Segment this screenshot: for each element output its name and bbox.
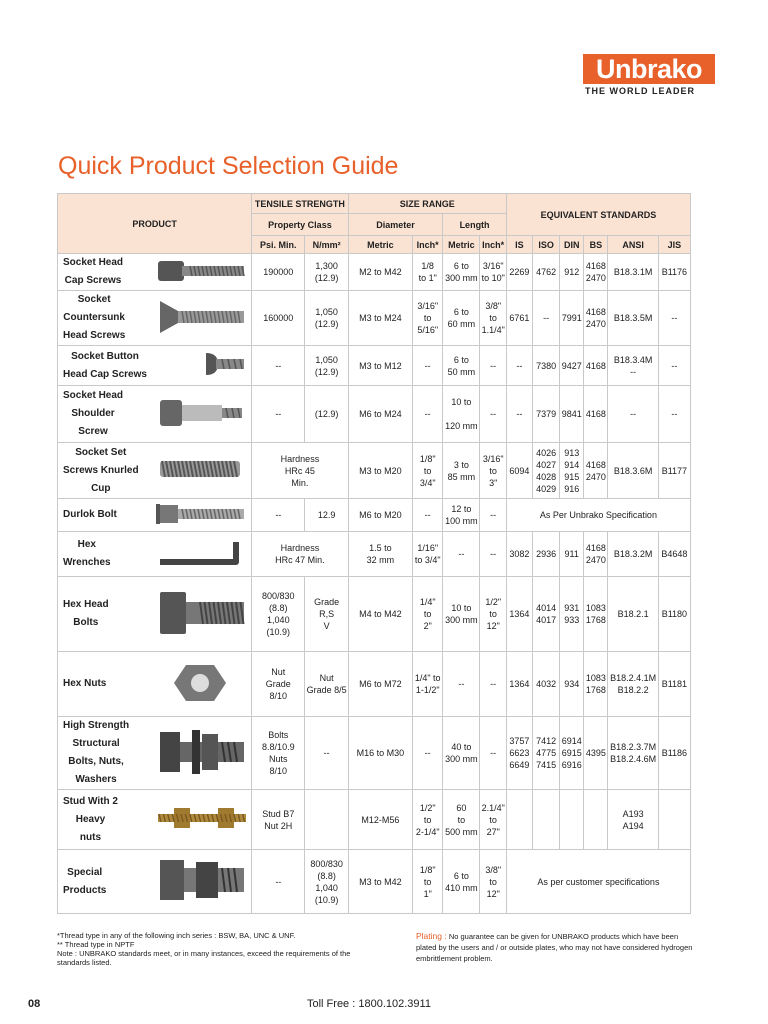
cell-bs: [584, 790, 608, 850]
table-row: [58, 346, 691, 386]
cell-nmm: 1,050 (12.9): [305, 346, 348, 386]
plating-label: Plating :: [416, 931, 447, 941]
cell-inch: --: [413, 499, 443, 532]
hex-nut-icon: [156, 661, 248, 708]
cell-iso: 7379: [533, 386, 560, 443]
toll-free: Toll Free : 1800.102.3911: [307, 998, 431, 1010]
cell-len-metric: 6 to 50 mm: [443, 346, 480, 386]
cell-len-inch: --: [480, 652, 506, 717]
cell-len-metric: 6 to 410 mm: [443, 850, 480, 914]
cell-inch: 1/4" to 1-1/2": [413, 652, 443, 717]
cell-ansi: B18.2.4.1M B18.2.2: [608, 652, 658, 717]
page-number: 08: [28, 998, 41, 1010]
product-name: Hex Nuts: [63, 678, 107, 689]
header-psi: Psi. Min.: [252, 236, 305, 254]
cell-metric: M3 to M12: [348, 346, 412, 386]
cell-ansi: B18.3.2M: [608, 532, 658, 577]
header-product: PRODUCT: [58, 194, 252, 254]
table-row: [58, 652, 691, 717]
table-row: [58, 386, 691, 443]
cell-len-inch: --: [480, 346, 506, 386]
cell-is: 6761: [506, 291, 532, 346]
cell-din: 6914 6915 6916: [560, 717, 584, 790]
header-bs: BS: [584, 236, 608, 254]
cell-jis: B1176: [658, 254, 690, 291]
product-name: High Strength Structural Bolts, Nuts, Washers: [63, 720, 130, 785]
brand-name: Unbrako: [583, 54, 715, 84]
product-cell: [58, 443, 252, 499]
cell-len-inch: --: [480, 499, 506, 532]
cell-nmm: (12.9): [305, 386, 348, 443]
cell-nmm: Grade R,S V: [305, 577, 348, 652]
header-din: DIN: [560, 236, 584, 254]
cell-bs: 1083 1768: [584, 577, 608, 652]
table-row: [58, 717, 691, 790]
cell-inch: --: [413, 717, 443, 790]
cell-din: 913 914 915 916: [560, 443, 584, 499]
cell-psi: 190000: [252, 254, 305, 291]
product-cell: [58, 652, 252, 717]
cell-inch: 1/8 to 1": [413, 254, 443, 291]
cell-metric: M12-M56: [348, 790, 412, 850]
cell-ansi: A193 A194: [608, 790, 658, 850]
cell-jis: [658, 790, 690, 850]
cell-is: 1364: [506, 652, 532, 717]
page-title: Quick Product Selection Guide: [58, 152, 399, 180]
table-row: [58, 254, 691, 291]
cell-metric: M6 to M24: [348, 386, 412, 443]
header-metric: Metric: [348, 236, 412, 254]
product-cell: [58, 850, 252, 914]
cell-psi: Bolts 8.8/10.9 Nuts 8/10: [252, 717, 305, 790]
cell-iso: --: [533, 291, 560, 346]
cell-nmm: 1,300 (12.9): [305, 254, 348, 291]
cell-nmm: 800/830 (8.8) 1,040 (10.9): [305, 850, 348, 914]
cell-metric: M16 to M30: [348, 717, 412, 790]
cell-ansi: B18.3.4M --: [608, 346, 658, 386]
product-cell: [58, 499, 252, 532]
header-len-inch: Inch*: [480, 236, 506, 254]
footnotes: *Thread type in any of the following inch series : BSW, BA, UNC & UNF. ** Thread type in NPTF Note : UNBRAKO standards meet, or in many instances, exceed the requirements of the standards listed.: [57, 931, 351, 967]
header-len-metric: Metric: [443, 236, 480, 254]
cell-ansi: B18.3.6M: [608, 443, 658, 499]
cell-din: [560, 790, 584, 850]
cell-bs: 4168 2470: [584, 443, 608, 499]
cell-nmm: Nut Grade 8/5: [305, 652, 348, 717]
plating-text: No guarantee can be given for UNBRAKO products which have been plated by the users and / or outside plates, who may not have considered hydrogen embrittlement problem.: [416, 932, 693, 963]
product-name: Stud With 2 Heavy nuts: [63, 795, 118, 843]
cell-psi: --: [252, 850, 305, 914]
cell-inch: --: [413, 346, 443, 386]
cell-len-inch: --: [480, 717, 506, 790]
cell-len-metric: 10 to 300 mm: [443, 577, 480, 652]
cell-psi: 160000: [252, 291, 305, 346]
cell-inch: 1/8" to 3/4": [413, 443, 443, 499]
cell-ansi: B18.2.3.7M B18.2.4.6M: [608, 717, 658, 790]
cell-inch: 1/2" to 2-1/4": [413, 790, 443, 850]
table-row: [58, 577, 691, 652]
product-name: Socket Countersunk Head Screws: [63, 294, 126, 341]
cell-psi: 800/830 (8.8) 1,040 (10.9): [252, 577, 305, 652]
cell-inch: 1/8" to 1": [413, 850, 443, 914]
special-products-icon: [156, 850, 248, 913]
countersunk-screw-icon: [156, 297, 248, 340]
cell-len-metric: 6 to 60 mm: [443, 291, 480, 346]
cell-is: --: [506, 386, 532, 443]
cell-psi: --: [252, 386, 305, 443]
cell-len-metric: 60 to 500 mm: [443, 790, 480, 850]
cell-bs: 1083 1768: [584, 652, 608, 717]
cell-din: 912: [560, 254, 584, 291]
cell-len-inch: --: [480, 386, 506, 443]
cell-len-inch: 3/8" to 1.1/4": [480, 291, 506, 346]
cell-jis: B1177: [658, 443, 690, 499]
cell-standards: As Per Unbrako Specification: [506, 499, 690, 532]
cell-iso: [533, 790, 560, 850]
product-name: Special Products: [63, 866, 107, 896]
product-cell: [58, 291, 252, 346]
cell-is: 2269: [506, 254, 532, 291]
cell-psi: --: [252, 499, 305, 532]
header-property-class: Property Class: [252, 214, 349, 236]
cell-metric: M3 to M20: [348, 443, 412, 499]
cell-tensile: Hardness HRc 45 Min.: [252, 443, 349, 499]
product-name: Socket Button Head Cap Screws: [63, 350, 147, 380]
product-name: Socket Set Screws Knurled Cup: [63, 446, 139, 494]
table-row: [58, 790, 691, 850]
cell-standards: As per customer specifications: [506, 850, 690, 914]
cell-metric: 1.5 to 32 mm: [348, 532, 412, 577]
cell-metric: M3 to M42: [348, 850, 412, 914]
cell-din: 931 933: [560, 577, 584, 652]
table-body: [58, 254, 691, 914]
cell-ansi: --: [608, 386, 658, 443]
cell-jis: --: [658, 291, 690, 346]
cell-len-metric: 3 to 85 mm: [443, 443, 480, 499]
product-cell: [58, 577, 252, 652]
cell-bs: 4395: [584, 717, 608, 790]
cell-ansi: B18.3.5M: [608, 291, 658, 346]
cell-nmm: 1,050 (12.9): [305, 291, 348, 346]
product-selection-table: [57, 193, 691, 914]
cell-din: 911: [560, 532, 584, 577]
cell-len-metric: 40 to 300 mm: [443, 717, 480, 790]
structural-bolt-icon: [156, 722, 248, 785]
cell-bs: 4168 2470: [584, 291, 608, 346]
cell-metric: M6 to M72: [348, 652, 412, 717]
cell-metric: M6 to M20: [348, 499, 412, 532]
header-is: IS: [506, 236, 532, 254]
cell-is: 6094: [506, 443, 532, 499]
table-row: [58, 850, 691, 914]
header-inch: Inch*: [413, 236, 443, 254]
cell-len-inch: 1/2" to 12": [480, 577, 506, 652]
plating-note: [416, 931, 696, 964]
cell-ansi: B18.3.1M: [608, 254, 658, 291]
cell-iso: 4032: [533, 652, 560, 717]
cell-iso: 7412 4775 7415: [533, 717, 560, 790]
cell-metric: M2 to M42: [348, 254, 412, 291]
header-nmm: N/mm²: [305, 236, 348, 254]
cell-len-metric: 10 to 120 mm: [443, 386, 480, 443]
hex-wrench-icon: [156, 538, 248, 571]
cell-is: --: [506, 346, 532, 386]
product-name: Hex Wrenches: [63, 539, 111, 568]
socket-head-cap-screw-icon: [156, 258, 248, 287]
cell-metric: M3 to M24: [348, 291, 412, 346]
hex-head-bolt-icon: [156, 586, 248, 643]
button-head-screw-icon: [156, 351, 248, 380]
product-cell: [58, 532, 252, 577]
cell-bs: 4168: [584, 386, 608, 443]
table-row: [58, 499, 691, 532]
cell-len-metric: --: [443, 532, 480, 577]
cell-psi: --: [252, 346, 305, 386]
cell-tensile: Hardness HRc 47 Min.: [252, 532, 349, 577]
product-cell: [58, 346, 252, 386]
cell-iso: 7380: [533, 346, 560, 386]
header-iso: ISO: [533, 236, 560, 254]
cell-jis: --: [658, 386, 690, 443]
cell-len-inch: 3/8" to 12": [480, 850, 506, 914]
cell-iso: 2936: [533, 532, 560, 577]
cell-is: 3757 6623 6649: [506, 717, 532, 790]
stud-icon: [156, 803, 248, 836]
cell-nmm: [305, 790, 348, 850]
table-row: [58, 532, 691, 577]
cell-iso: 4026 4027 4028 4029: [533, 443, 560, 499]
cell-nmm: --: [305, 717, 348, 790]
cell-len-metric: 12 to 100 mm: [443, 499, 480, 532]
cell-bs: 4168 2470: [584, 254, 608, 291]
cell-len-metric: --: [443, 652, 480, 717]
header-tensile: TENSILE STRENGTH: [252, 194, 349, 214]
cell-din: 9427: [560, 346, 584, 386]
cell-is: 3082: [506, 532, 532, 577]
cell-iso: 4014 4017: [533, 577, 560, 652]
cell-nmm: 12.9: [305, 499, 348, 532]
cell-len-inch: 2.1/4" to 27": [480, 790, 506, 850]
product-name: Socket Head Shoulder Screw: [63, 390, 124, 437]
cell-len-metric: 6 to 300 mm: [443, 254, 480, 291]
cell-is: 1364: [506, 577, 532, 652]
brand-tagline: THE WORLD LEADER: [585, 86, 695, 96]
table-row: [58, 291, 691, 346]
header-diameter: Diameter: [348, 214, 443, 236]
cell-is: [506, 790, 532, 850]
product-cell: [58, 386, 252, 443]
product-cell: [58, 254, 252, 291]
durlok-bolt-icon: [156, 502, 248, 529]
set-screw-icon: [156, 454, 248, 487]
cell-jis: B1180: [658, 577, 690, 652]
header-jis: JIS: [658, 236, 690, 254]
cell-bs: 4168: [584, 346, 608, 386]
cell-inch: 3/16" to 5/16": [413, 291, 443, 346]
product-name: Socket Head Cap Screws: [63, 257, 124, 286]
table-row: [58, 443, 691, 499]
cell-psi: Stud B7 Nut 2H: [252, 790, 305, 850]
product-cell: [58, 790, 252, 850]
cell-inch: --: [413, 386, 443, 443]
header-length: Length: [443, 214, 507, 236]
header-equivalent-standards: EQUIVALENT STANDARDS: [506, 194, 690, 236]
cell-len-inch: 3/16" to 10": [480, 254, 506, 291]
brand-logo: [583, 54, 715, 96]
cell-din: 934: [560, 652, 584, 717]
cell-psi: Nut Grade 8/10: [252, 652, 305, 717]
cell-din: 9841: [560, 386, 584, 443]
header-ansi: ANSI: [608, 236, 658, 254]
product-name: Durlok Bolt: [63, 509, 117, 520]
product-name: Hex Head Bolts: [63, 599, 109, 628]
shoulder-screw-icon: [156, 396, 248, 433]
cell-len-inch: 3/16" to 3": [480, 443, 506, 499]
header-size-range: SIZE RANGE: [348, 194, 506, 214]
cell-bs: 4168 2470: [584, 532, 608, 577]
cell-jis: B1181: [658, 652, 690, 717]
cell-len-inch: --: [480, 532, 506, 577]
cell-metric: M4 to M42: [348, 577, 412, 652]
cell-inch: 1/4" to 2": [413, 577, 443, 652]
cell-jis: B4648: [658, 532, 690, 577]
product-cell: [58, 717, 252, 790]
cell-din: 7991: [560, 291, 584, 346]
cell-jis: --: [658, 346, 690, 386]
cell-inch: 1/16" to 3/4": [413, 532, 443, 577]
cell-ansi: B18.2.1: [608, 577, 658, 652]
cell-iso: 4762: [533, 254, 560, 291]
cell-jis: B1186: [658, 717, 690, 790]
